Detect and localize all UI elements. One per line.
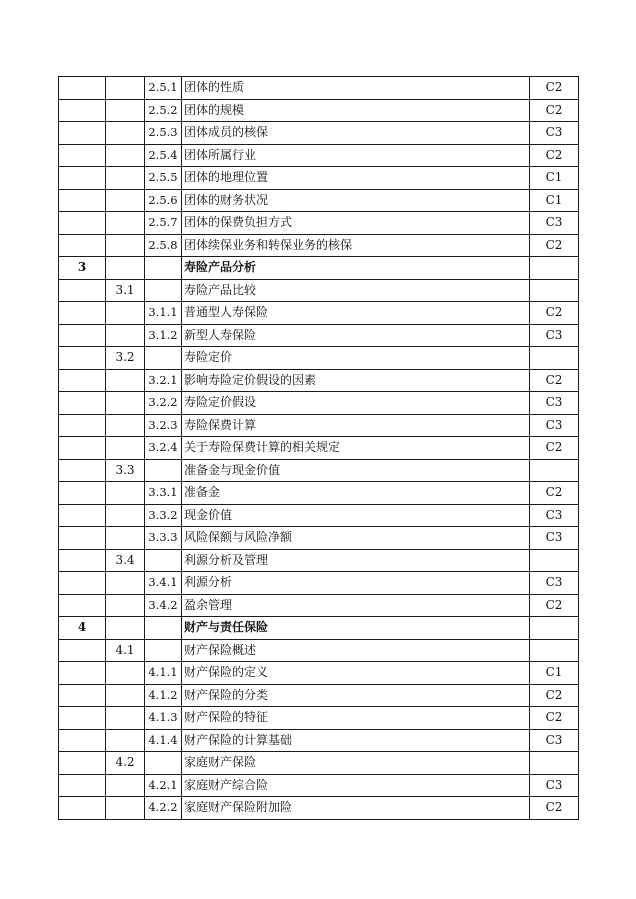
- section-number-cell: [106, 257, 145, 280]
- topic-title-cell: 团体的地理位置: [182, 167, 530, 190]
- topic-title-cell: 家庭财产保险附加险: [182, 797, 530, 820]
- subsection-number-cell: 4.2.2: [145, 797, 182, 820]
- section-number-cell: 4.2: [106, 752, 145, 775]
- table-row: [59, 707, 579, 730]
- competency-level-cell: C1: [530, 189, 579, 212]
- chapter-number-cell: [59, 144, 106, 167]
- subsection-number-cell: 2.5.4: [145, 144, 182, 167]
- competency-level-cell: [530, 279, 579, 302]
- subsection-number-cell: [145, 459, 182, 482]
- topic-title-cell: 寿险产品比较: [182, 279, 530, 302]
- topic-title-cell: 风险保额与风险净额: [182, 527, 530, 550]
- table-row: [59, 549, 579, 572]
- competency-level-cell: C3: [530, 774, 579, 797]
- section-number-cell: [106, 77, 145, 100]
- topic-title-cell: 团体的财务状况: [182, 189, 530, 212]
- chapter-number-cell: [59, 99, 106, 122]
- topic-title-cell: 家庭财产保险: [182, 752, 530, 775]
- subsection-number-cell: 2.5.6: [145, 189, 182, 212]
- subsection-number-cell: [145, 257, 182, 280]
- competency-level-cell: C3: [530, 572, 579, 595]
- table-row: [59, 189, 579, 212]
- chapter-number-cell: [59, 729, 106, 752]
- subsection-number-cell: 3.4.2: [145, 594, 182, 617]
- chapter-number-cell: [59, 189, 106, 212]
- subsection-number-cell: 4.1.1: [145, 662, 182, 685]
- subsection-number-cell: 4.1.2: [145, 684, 182, 707]
- competency-level-cell: C3: [530, 392, 579, 415]
- section-number-cell: [106, 729, 145, 752]
- section-number-cell: [106, 369, 145, 392]
- chapter-number-cell: [59, 797, 106, 820]
- chapter-number-cell: [59, 414, 106, 437]
- section-number-cell: 3.4: [106, 549, 145, 572]
- section-number-cell: 4.1: [106, 639, 145, 662]
- chapter-number-cell: [59, 122, 106, 145]
- subsection-number-cell: 3.2.3: [145, 414, 182, 437]
- subsection-number-cell: 2.5.8: [145, 234, 182, 257]
- topic-title-cell: 盈余管理: [182, 594, 530, 617]
- chapter-number-cell: 3: [59, 257, 106, 280]
- section-number-cell: 3.3: [106, 459, 145, 482]
- section-number-cell: [106, 167, 145, 190]
- table-row: [59, 572, 579, 595]
- subsection-number-cell: 2.5.3: [145, 122, 182, 145]
- syllabus-table: [58, 76, 579, 820]
- subsection-number-cell: 4.2.1: [145, 774, 182, 797]
- topic-title-cell: 团体的规模: [182, 99, 530, 122]
- topic-title-cell: 财产保险的分类: [182, 684, 530, 707]
- chapter-number-cell: [59, 77, 106, 100]
- section-number-cell: [106, 189, 145, 212]
- chapter-number-cell: [59, 212, 106, 235]
- syllabus-table-body: [59, 77, 579, 820]
- table-row: [59, 167, 579, 190]
- topic-title-cell: 财产保险的定义: [182, 662, 530, 685]
- competency-level-cell: C2: [530, 594, 579, 617]
- section-number-cell: [106, 212, 145, 235]
- table-row: [59, 774, 579, 797]
- section-number-cell: [106, 662, 145, 685]
- subsection-number-cell: 2.5.7: [145, 212, 182, 235]
- competency-level-cell: C2: [530, 369, 579, 392]
- chapter-number-cell: 4: [59, 617, 106, 640]
- chapter-number-cell: [59, 302, 106, 325]
- topic-title-cell: 准备金: [182, 482, 530, 505]
- table-row: [59, 324, 579, 347]
- topic-title-cell: 寿险定价: [182, 347, 530, 370]
- section-number-cell: [106, 392, 145, 415]
- chapter-number-cell: [59, 482, 106, 505]
- topic-title-cell: 财产保险概述: [182, 639, 530, 662]
- chapter-number-cell: [59, 527, 106, 550]
- subsection-number-cell: 3.1.1: [145, 302, 182, 325]
- topic-title-cell: 关于寿险保费计算的相关规定: [182, 437, 530, 460]
- topic-title-cell: 利源分析: [182, 572, 530, 595]
- table-row: [59, 639, 579, 662]
- chapter-number-cell: [59, 437, 106, 460]
- section-number-cell: [106, 504, 145, 527]
- section-number-cell: [106, 482, 145, 505]
- section-number-cell: [106, 617, 145, 640]
- table-row: [59, 144, 579, 167]
- topic-title-cell: 准备金与现金价值: [182, 459, 530, 482]
- section-number-cell: [106, 594, 145, 617]
- table-row: [59, 797, 579, 820]
- chapter-number-cell: [59, 392, 106, 415]
- competency-level-cell: C3: [530, 414, 579, 437]
- competency-level-cell: C3: [530, 324, 579, 347]
- chapter-number-cell: [59, 324, 106, 347]
- competency-level-cell: C2: [530, 99, 579, 122]
- table-row: [59, 459, 579, 482]
- subsection-number-cell: [145, 549, 182, 572]
- topic-title-cell: 团体的保费负担方式: [182, 212, 530, 235]
- subsection-number-cell: [145, 279, 182, 302]
- section-number-cell: [106, 572, 145, 595]
- table-row: [59, 482, 579, 505]
- subsection-number-cell: 2.5.5: [145, 167, 182, 190]
- topic-title-cell: 财产与责任保险: [182, 617, 530, 640]
- subsection-number-cell: 3.2.4: [145, 437, 182, 460]
- topic-title-cell: 团体续保业务和转保业务的核保: [182, 234, 530, 257]
- competency-level-cell: C2: [530, 684, 579, 707]
- subsection-number-cell: 2.5.1: [145, 77, 182, 100]
- table-row: [59, 302, 579, 325]
- table-row: [59, 527, 579, 550]
- chapter-number-cell: [59, 639, 106, 662]
- table-row: [59, 729, 579, 752]
- subsection-number-cell: 2.5.2: [145, 99, 182, 122]
- section-number-cell: [106, 122, 145, 145]
- table-row: [59, 752, 579, 775]
- section-number-cell: [106, 234, 145, 257]
- topic-title-cell: 家庭财产综合险: [182, 774, 530, 797]
- competency-level-cell: [530, 752, 579, 775]
- section-number-cell: [106, 324, 145, 347]
- competency-level-cell: C2: [530, 77, 579, 100]
- subsection-number-cell: 3.1.2: [145, 324, 182, 347]
- topic-title-cell: 现金价值: [182, 504, 530, 527]
- chapter-number-cell: [59, 279, 106, 302]
- topic-title-cell: 财产保险的特征: [182, 707, 530, 730]
- chapter-number-cell: [59, 774, 106, 797]
- subsection-number-cell: 4.1.3: [145, 707, 182, 730]
- chapter-number-cell: [59, 572, 106, 595]
- chapter-number-cell: [59, 234, 106, 257]
- table-row: [59, 662, 579, 685]
- chapter-number-cell: [59, 504, 106, 527]
- section-number-cell: [106, 144, 145, 167]
- chapter-number-cell: [59, 459, 106, 482]
- table-row: [59, 617, 579, 640]
- section-number-cell: 3.2: [106, 347, 145, 370]
- table-row: [59, 234, 579, 257]
- table-row: [59, 212, 579, 235]
- table-row: [59, 77, 579, 100]
- chapter-number-cell: [59, 549, 106, 572]
- topic-title-cell: 影响寿险定价假设的因素: [182, 369, 530, 392]
- competency-level-cell: [530, 617, 579, 640]
- section-number-cell: [106, 774, 145, 797]
- section-number-cell: [106, 99, 145, 122]
- competency-level-cell: C3: [530, 729, 579, 752]
- table-row: [59, 504, 579, 527]
- table-row: [59, 392, 579, 415]
- chapter-number-cell: [59, 347, 106, 370]
- table-row: [59, 594, 579, 617]
- subsection-number-cell: 3.4.1: [145, 572, 182, 595]
- topic-title-cell: 团体成员的核保: [182, 122, 530, 145]
- competency-level-cell: [530, 639, 579, 662]
- competency-level-cell: C1: [530, 662, 579, 685]
- topic-title-cell: 财产保险的计算基础: [182, 729, 530, 752]
- competency-level-cell: C2: [530, 482, 579, 505]
- section-number-cell: [106, 684, 145, 707]
- chapter-number-cell: [59, 662, 106, 685]
- competency-level-cell: [530, 459, 579, 482]
- section-number-cell: [106, 527, 145, 550]
- chapter-number-cell: [59, 752, 106, 775]
- topic-title-cell: 团体所属行业: [182, 144, 530, 167]
- subsection-number-cell: [145, 639, 182, 662]
- subsection-number-cell: 3.2.1: [145, 369, 182, 392]
- competency-level-cell: C3: [530, 122, 579, 145]
- topic-title-cell: 寿险产品分析: [182, 257, 530, 280]
- table-row: [59, 437, 579, 460]
- table-row: [59, 99, 579, 122]
- section-number-cell: [106, 797, 145, 820]
- topic-title-cell: 新型人寿保险: [182, 324, 530, 347]
- competency-level-cell: C1: [530, 167, 579, 190]
- subsection-number-cell: 3.3.1: [145, 482, 182, 505]
- competency-level-cell: C2: [530, 797, 579, 820]
- topic-title-cell: 寿险保费计算: [182, 414, 530, 437]
- table-row: [59, 414, 579, 437]
- topic-title-cell: 团体的性质: [182, 77, 530, 100]
- competency-level-cell: [530, 257, 579, 280]
- topic-title-cell: 普通型人寿保险: [182, 302, 530, 325]
- section-number-cell: [106, 302, 145, 325]
- competency-level-cell: [530, 549, 579, 572]
- chapter-number-cell: [59, 707, 106, 730]
- table-row: [59, 122, 579, 145]
- subsection-number-cell: 3.3.2: [145, 504, 182, 527]
- section-number-cell: [106, 707, 145, 730]
- competency-level-cell: [530, 347, 579, 370]
- table-row: [59, 347, 579, 370]
- section-number-cell: [106, 437, 145, 460]
- subsection-number-cell: 3.2.2: [145, 392, 182, 415]
- topic-title-cell: 寿险定价假设: [182, 392, 530, 415]
- chapter-number-cell: [59, 684, 106, 707]
- section-number-cell: [106, 414, 145, 437]
- competency-level-cell: C2: [530, 234, 579, 257]
- subsection-number-cell: 4.1.4: [145, 729, 182, 752]
- table-row: [59, 257, 579, 280]
- chapter-number-cell: [59, 167, 106, 190]
- competency-level-cell: C2: [530, 302, 579, 325]
- competency-level-cell: C2: [530, 144, 579, 167]
- competency-level-cell: C3: [530, 504, 579, 527]
- subsection-number-cell: 3.3.3: [145, 527, 182, 550]
- table-row: [59, 279, 579, 302]
- subsection-number-cell: [145, 347, 182, 370]
- chapter-number-cell: [59, 594, 106, 617]
- section-number-cell: 3.1: [106, 279, 145, 302]
- competency-level-cell: C3: [530, 212, 579, 235]
- table-row: [59, 684, 579, 707]
- topic-title-cell: 利源分析及管理: [182, 549, 530, 572]
- competency-level-cell: C2: [530, 437, 579, 460]
- table-row: [59, 369, 579, 392]
- subsection-number-cell: [145, 617, 182, 640]
- competency-level-cell: C2: [530, 707, 579, 730]
- competency-level-cell: C3: [530, 527, 579, 550]
- chapter-number-cell: [59, 369, 106, 392]
- subsection-number-cell: [145, 752, 182, 775]
